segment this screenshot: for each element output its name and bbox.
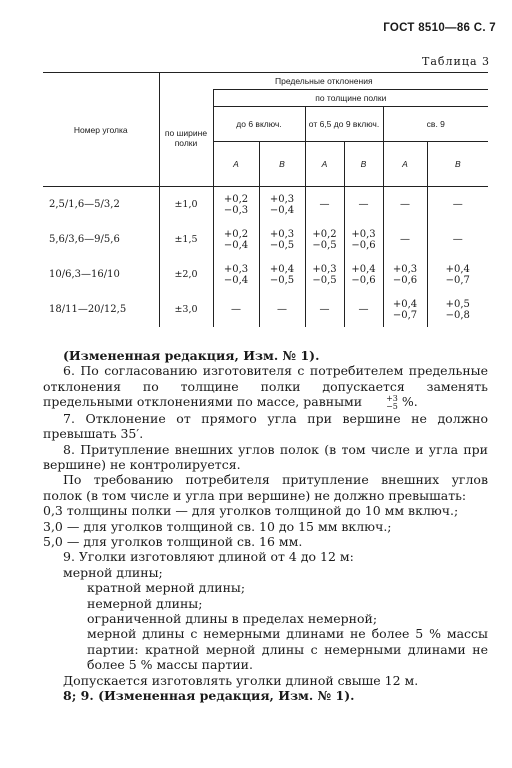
deviations-table	[43, 72, 488, 327]
amendment-note: 8; 9. (Измененная редакция, Изм. № 1).	[63, 688, 355, 704]
upper-deviation: +0,4	[392, 298, 418, 310]
upper-deviation: +0,3	[269, 193, 295, 205]
paragraph-8: 8. Притупление внешних углов полок (в том числе и угла при вершине) не контролируется.	[43, 441, 488, 472]
thickness-deviation	[259, 222, 305, 257]
lower-deviation: −0,5	[312, 239, 337, 251]
lower-deviation: −0,7	[445, 274, 470, 286]
page-header: ГОСТ 8510—86 С. 7	[383, 22, 496, 34]
deviation-pair	[351, 264, 375, 286]
lower-deviation: −0,8	[445, 309, 470, 321]
header-a: А	[305, 142, 344, 187]
list-item: кратной мерной длины;	[87, 580, 246, 596]
empty-cell-dash: —	[427, 222, 488, 257]
empty-cell-dash: —	[259, 292, 305, 327]
upper-deviation: +0,2	[312, 228, 337, 240]
deviation-pair	[446, 299, 470, 321]
header-thickness: по толщине полки	[213, 90, 488, 107]
lower-deviation: −0,4	[223, 274, 249, 286]
list-item: 3,0 — для уголков толщиной св. 10 до 15 мм включ.;	[43, 518, 392, 534]
lower-deviation: −0,5	[269, 239, 295, 251]
list-item: 0,3 толщины полки — для уголков толщиной до 10 мм включ.;	[43, 503, 459, 519]
header-width: по ширине полки	[159, 90, 213, 187]
header-6to9: от 6,5 до 9 включ.	[305, 107, 383, 142]
angle-number: 10/6,3—16/10	[49, 269, 120, 280]
deviation-pair	[393, 299, 417, 321]
thickness-deviation	[344, 257, 383, 292]
header-b: В	[427, 142, 488, 187]
header-to6: до 6 включ.	[213, 107, 305, 142]
list-item: мерной длины с немерными длинами не более 5 % массы партии: кратной мерной длины с немерными длинами не более 5 % массы партии.	[87, 626, 488, 673]
empty-cell-dash: —	[305, 292, 344, 327]
list-item: немерной длины;	[87, 595, 203, 611]
lower-deviation: −0,7	[392, 309, 418, 321]
paragraph-9: 9. Уголки изготовляют длиной от 4 до 12 м:	[63, 549, 354, 565]
deviation-pair	[393, 264, 417, 286]
table-row	[43, 292, 488, 327]
upper-deviation: +0,2	[223, 193, 249, 205]
lower-deviation: −0,6	[351, 274, 376, 286]
angle-number: 18/11—20/12,5	[49, 304, 127, 315]
thickness-deviation	[259, 187, 305, 223]
empty-cell-dash: —	[344, 187, 383, 223]
fraction-top: +3	[386, 393, 398, 403]
deviation-pair	[312, 229, 336, 251]
deviation-pair	[270, 229, 294, 251]
upper-deviation: +0,3	[312, 263, 337, 275]
upper-deviation: +0,4	[351, 263, 376, 275]
header-deviations: Предельные отклонения	[159, 73, 488, 90]
upper-deviation: +0,3	[223, 263, 249, 275]
thickness-deviation	[383, 292, 427, 327]
upper-deviation: +0,3	[351, 228, 376, 240]
angle-number: 2,5/1,6—5/3,2	[49, 199, 120, 210]
list-item: 5,0 — для уголков толщиной св. 16 мм.	[43, 533, 303, 549]
empty-cell-dash: —	[344, 292, 383, 327]
width-deviation: ±2,0	[159, 257, 213, 292]
thickness-deviation	[305, 222, 344, 257]
lower-deviation: −0,5	[269, 274, 295, 286]
upper-deviation: +0,2	[223, 228, 249, 240]
deviation-pair	[446, 264, 470, 286]
thickness-deviation	[213, 222, 259, 257]
deviation-pair	[224, 229, 248, 251]
thickness-deviation	[427, 257, 488, 292]
upper-deviation: +0,5	[445, 298, 470, 310]
thickness-deviation	[213, 187, 259, 223]
table-caption: Таблица 3	[422, 55, 490, 68]
fraction-bottom: −5	[386, 401, 398, 411]
header-b: В	[259, 142, 305, 187]
empty-cell-dash: —	[427, 187, 488, 223]
header-a: А	[213, 142, 259, 187]
body-text	[43, 348, 488, 703]
lower-deviation: −0,5	[312, 274, 337, 286]
deviation-pair	[312, 264, 336, 286]
paragraph-allow: Допускается изготовлять уголки длиной свыше 12 м.	[63, 672, 419, 688]
header-a: А	[383, 142, 427, 187]
lower-deviation: −0,3	[223, 204, 249, 216]
deviation-pair	[224, 194, 248, 216]
paragraph-6-text: 6. По согласованию изготовителя с потребителем предельные отклонения по толщине полки допускается заменять предельными отклонениями по массе, равными	[43, 363, 488, 410]
empty-cell-dash: —	[383, 187, 427, 223]
paragraph-7: 7. Отклонение от прямого угла при вершине не должно превышать 35′.	[43, 410, 488, 442]
table-row	[43, 257, 488, 292]
deviation-pair	[270, 194, 294, 216]
thickness-deviation	[213, 257, 259, 292]
upper-deviation: +0,4	[269, 263, 295, 275]
width-deviation: ±3,0	[159, 292, 213, 327]
deviation-pair	[224, 264, 248, 286]
lower-deviation: −0,6	[351, 239, 376, 251]
thickness-deviation	[305, 257, 344, 292]
angle-number: 5,6/3,6—9/5,6	[49, 234, 120, 245]
lower-deviation: −0,4	[223, 239, 249, 251]
mass-deviation-fraction	[366, 395, 398, 411]
upper-deviation: +0,3	[269, 228, 295, 240]
empty-cell-dash: —	[305, 187, 344, 223]
paragraph-8b: По требованию потребителя притупление внешних углов полок (в том числе и угла при вершине) не должно превышать:	[43, 472, 488, 503]
upper-deviation: +0,4	[445, 263, 470, 275]
thickness-deviation	[383, 257, 427, 292]
empty-cell-dash: —	[213, 292, 259, 327]
paragraph-6	[43, 363, 488, 410]
thickness-deviation	[259, 257, 305, 292]
empty-cell-dash: —	[383, 222, 427, 257]
lower-deviation: −0,6	[392, 274, 418, 286]
lower-deviation: −0,4	[269, 204, 295, 216]
header-angle-number: Номер уголка	[43, 73, 159, 187]
header-over9: св. 9	[383, 107, 488, 142]
list-item: ограниченной длины в пределах немерной;	[87, 611, 378, 626]
deviation-pair	[351, 229, 375, 251]
thickness-deviation	[344, 222, 383, 257]
width-deviation: ±1,5	[159, 222, 213, 257]
percent-unit: %.	[401, 394, 418, 410]
header-b: В	[344, 142, 383, 187]
table-row	[43, 222, 488, 257]
width-deviation: ±1,0	[159, 187, 213, 223]
list-item: мерной длины;	[63, 564, 163, 580]
upper-deviation: +0,3	[392, 263, 418, 275]
amendment-note: (Измененная редакция, Изм. № 1).	[63, 348, 320, 363]
thickness-deviation	[427, 292, 488, 327]
table-row	[43, 187, 488, 223]
deviation-pair	[270, 264, 294, 286]
